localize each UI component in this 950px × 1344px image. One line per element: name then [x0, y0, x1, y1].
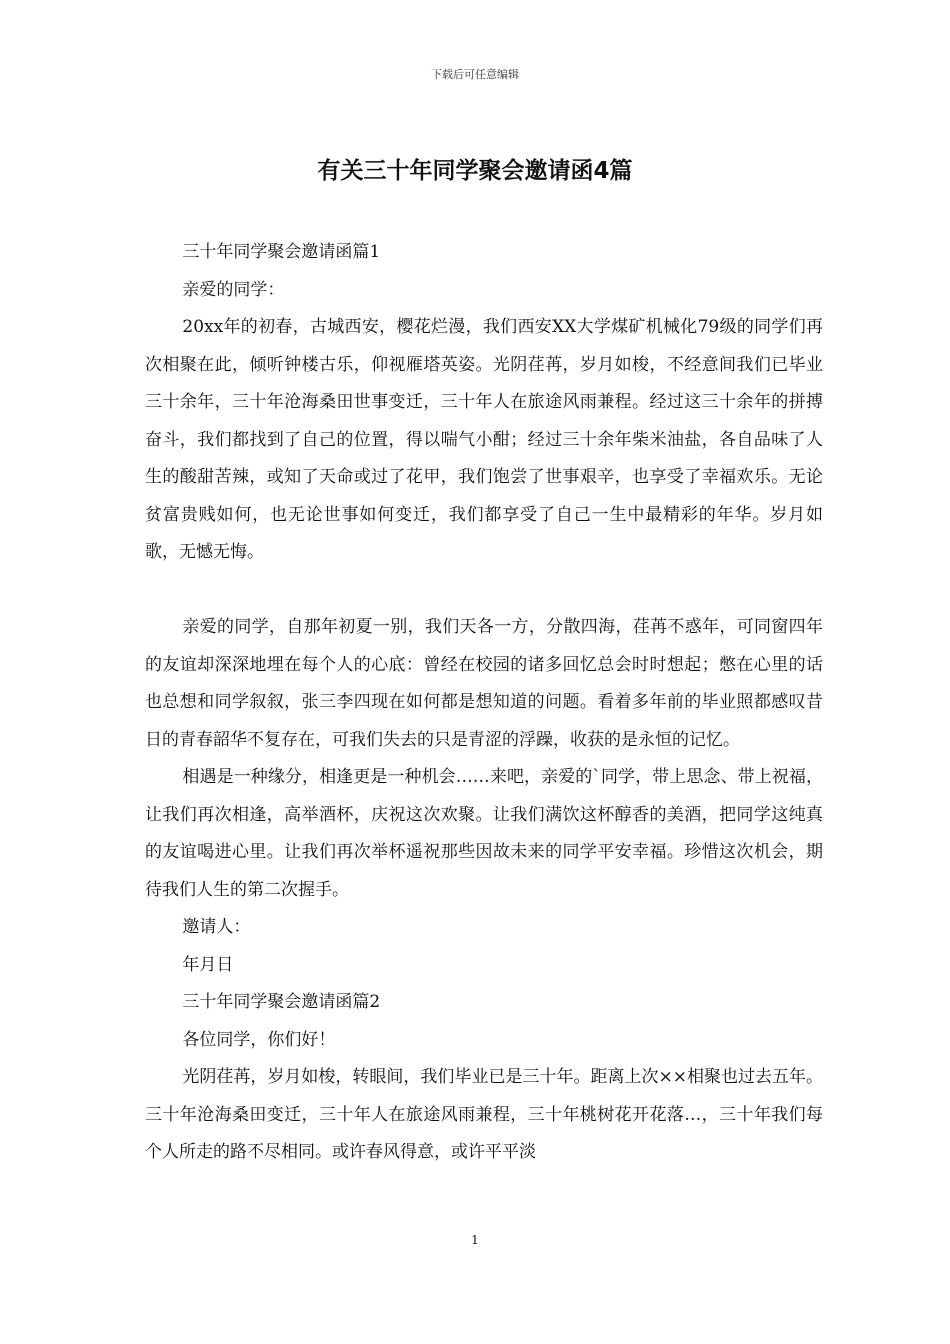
document-title: 有关三十年同学聚会邀请函4篇: [317, 158, 633, 184]
inviter-line: 邀请人：: [182, 917, 251, 937]
blank-line: [145, 572, 823, 610]
section-heading-1: 三十年同学聚会邀请函篇1: [182, 242, 381, 262]
date-line: 年月日: [182, 954, 234, 975]
body-paragraph: 光阴荏苒，岁月如梭，转眼间，我们毕业已是三十年。距离上次××相聚也过去五年。三十年沧海桑田变迁，三十年人在旅途风雨兼程，三十年桃树花开花落…，三十年我们每个人所走的路不尽相同。或许春风得意，或许平平淡: [145, 1067, 823, 1162]
section-heading-2: 三十年同学聚会邀请函篇2: [182, 992, 381, 1012]
page-number: 1: [471, 1233, 479, 1247]
document-body: [145, 234, 823, 1172]
body-paragraph: 20xx年的初春，古城西安，樱花烂漫，我们西安XX大学煤矿机械化79级的同学们再次相聚在此，倾听钟楼古乐，仰视雁塔英姿。光阴荏苒，岁月如梭，不经意间我们已毕业三十余年，三十年沧海桑田世事变迁，三十年人在旅途风雨兼程。经过这三十余年的拼搏奋斗，我们都找到了自己的位置，得以喘气小酣；经过三十余年柴米油盐，各自品味了人生的酸甜苦辣，或知了天命或过了花甲，我们饱尝了世事艰辛，也享受了幸福欢乐。无论贫富贵贱如何，也无论世事如何变迁，我们都享受了自己一生中最精彩的年华。岁月如歌，无憾无悔。: [145, 317, 823, 562]
body-paragraph: 相遇是一种缘分，相逢更是一种机会……来吧，亲爱的`同学，带上思念、带上祝福，让我们再次相逢，高举酒杯，庆祝这次欢聚。让我们满饮这杯醇香的美酒，把同学这纯真的友谊喝进心里。让我们再次举杯遥祝那些因故未来的同学平安幸福。珍惜这次机会，期待我们人生的第二次握手。: [145, 767, 823, 900]
body-paragraph: 亲爱的同学，自那年初夏一别，我们天各一方，分散四海，荏苒不惑年，可同窗四年的友谊却深深地埋在每个人的心底：曾经在校园的诸多回忆总会时时想起；憋在心里的话也总想和同学叙叙，张三李四现在如何都是想知道的问题。看着多年前的毕业照都感叹昔日的青春韶华不复存在，可我们失去的只是青涩的浮躁，收获的是永恒的记忆。: [145, 617, 823, 750]
page-header-note: 下载后可任意编辑: [431, 68, 519, 81]
salutation: 各位同学，你们好！: [182, 1029, 336, 1050]
salutation: 亲爱的同学：: [182, 279, 285, 300]
